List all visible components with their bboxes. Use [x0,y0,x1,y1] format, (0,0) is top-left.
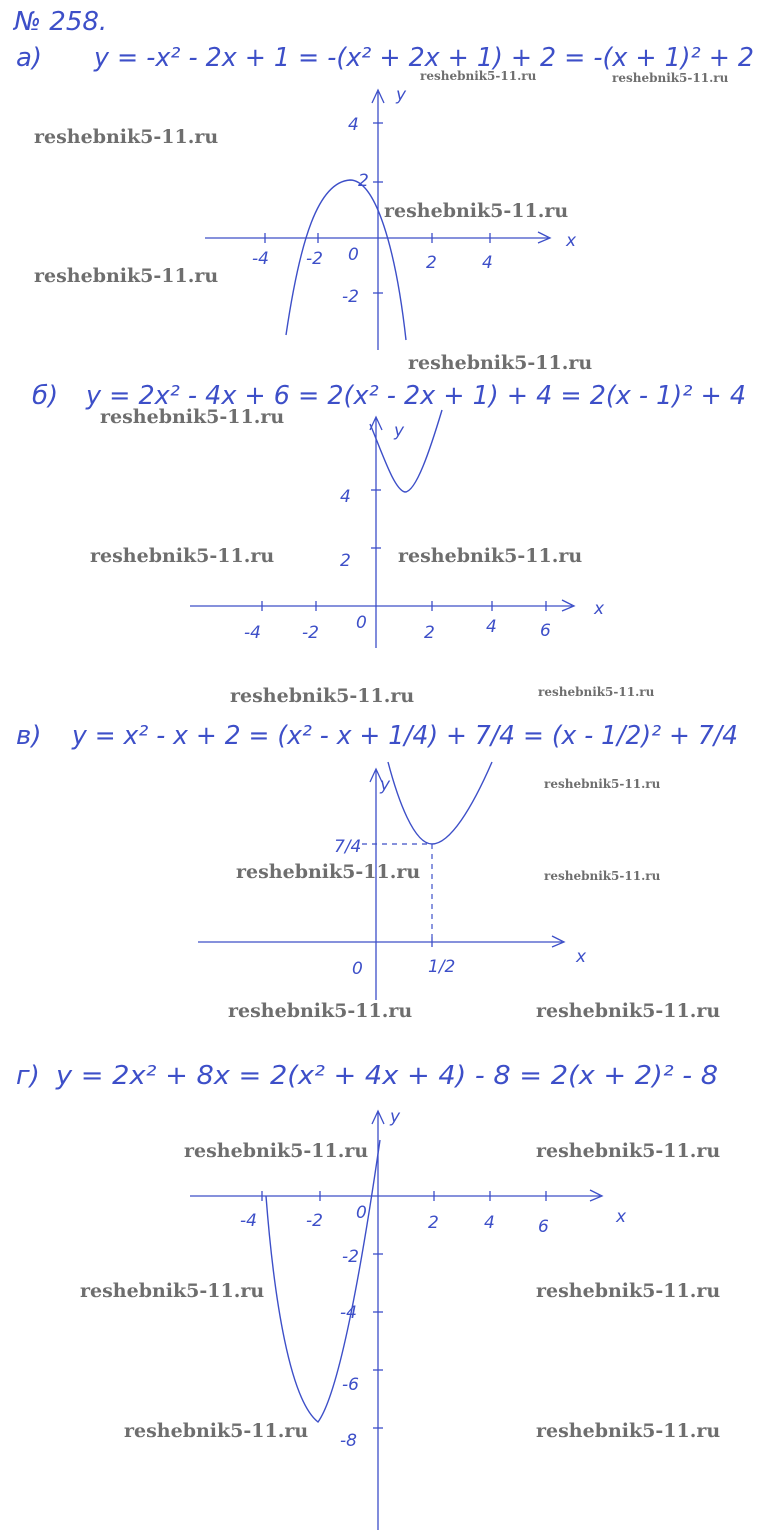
watermarks [34,69,729,1442]
watermark: reshebnik5-11.ru [100,406,285,428]
part-a-x-label: x [566,231,577,251]
part-a-ytick-m2: -2 [342,287,359,307]
part-b-xtick-4: 4 [486,617,497,637]
part-a-equation: y = -x² - 2x + 1 = -(x² + 2x + 1) + 2 = -(x + 1)² + 2 [93,43,754,73]
part-g-xtick-6: 6 [538,1217,549,1237]
part-g-xtick-2: 2 [428,1213,439,1233]
watermark: reshebnik5-11.ru [544,869,661,883]
watermark: reshebnik5-11.ru [80,1280,265,1302]
watermark: reshebnik5-11.ru [384,200,569,222]
part-b-parabola [370,410,442,492]
part-g-equation: y = 2x² + 8x = 2(x² + 4x + 4) - 8 = 2(x + 2)² - 8 [54,1061,719,1091]
part-g-ytick-m8: -8 [340,1431,357,1451]
watermark: reshebnik5-11.ru [536,1000,721,1022]
part-g-xtick-4: 4 [484,1213,495,1233]
part-b-graph [190,410,605,648]
watermark: reshebnik5-11.ru [536,1140,721,1162]
watermark: reshebnik5-11.ru [184,1140,369,1162]
part-a-xtick-m4: -4 [252,249,269,269]
part-b-origin: 0 [356,613,367,633]
part-a-xtick-4: 4 [482,253,493,273]
part-v-label: в) [16,721,42,751]
watermark: reshebnik5-11.ru [420,69,537,83]
watermark: reshebnik5-11.ru [124,1420,309,1442]
watermark: reshebnik5-11.ru [612,71,729,85]
part-g-xtick-m4: -4 [240,1211,257,1231]
part-b-xtick-m2: -2 [302,623,319,643]
part-a-ytick-4: 4 [348,115,359,135]
part-b-label: б) [32,381,59,411]
part-b-xtick-2: 2 [424,623,435,643]
part-a-xtick-2: 2 [426,253,437,273]
part-a-y-label: y [396,85,407,105]
part-g-ytick-m4: -4 [340,1303,357,1323]
watermark: reshebnik5-11.ru [398,545,583,567]
part-v-parabola [388,762,492,844]
watermark: reshebnik5-11.ru [544,777,661,791]
part-b-ytick-4: 4 [340,487,351,507]
part-a-label: а) [16,43,43,73]
part-v-x-label: x [576,947,587,967]
watermark: reshebnik5-11.ru [408,352,593,374]
part-b-xtick-6: 6 [540,621,551,641]
part-b-y-label: y [394,421,405,441]
watermark: reshebnik5-11.ru [90,545,275,567]
watermark: reshebnik5-11.ru [34,126,219,148]
part-v-equation: y = x² - x + 2 = (x² - x + 1/4) + 7/4 = (x - 1/2)² + 7/4 [71,721,739,751]
watermark: reshebnik5-11.ru [536,1420,721,1442]
part-b-equation: y = 2x² - 4x + 6 = 2(x² - 2x + 1) + 4 = 2(x - 1)² + 4 [85,381,746,411]
part-a [16,43,754,350]
part-a-origin: 0 [348,245,359,265]
part-v-xtick-half: 1/2 [428,957,456,977]
part-b-xtick-m4: -4 [244,623,261,643]
part-g-x-label: x [616,1207,627,1227]
part-b-x-label: x [594,599,605,619]
part-g-xtick-m2: -2 [306,1211,323,1231]
watermark: reshebnik5-11.ru [228,1000,413,1022]
part-b-ytick-2: 2 [340,551,351,571]
watermark: reshebnik5-11.ru [536,1280,721,1302]
part-g-ytick-m2: -2 [342,1247,359,1267]
part-v-origin: 0 [352,959,363,979]
watermark: reshebnik5-11.ru [230,685,415,707]
part-g-ytick-m6: -6 [342,1375,359,1395]
part-v-y-label: y [380,775,391,795]
part-g-graph [190,1107,627,1530]
watermark: reshebnik5-11.ru [34,265,219,287]
part-g-origin: 0 [356,1203,367,1223]
part-g-label: г) [16,1061,40,1091]
part-g-parabola [266,1140,380,1422]
part-a-xtick-m2: -2 [306,249,323,269]
watermark: reshebnik5-11.ru [236,861,421,883]
part-v-ytick-7-4: 7/4 [334,837,362,857]
watermark: reshebnik5-11.ru [538,685,655,699]
part-a-ytick-2: 2 [358,171,369,191]
problem-number: № 258. [14,7,108,37]
part-g-y-label: y [390,1107,401,1127]
